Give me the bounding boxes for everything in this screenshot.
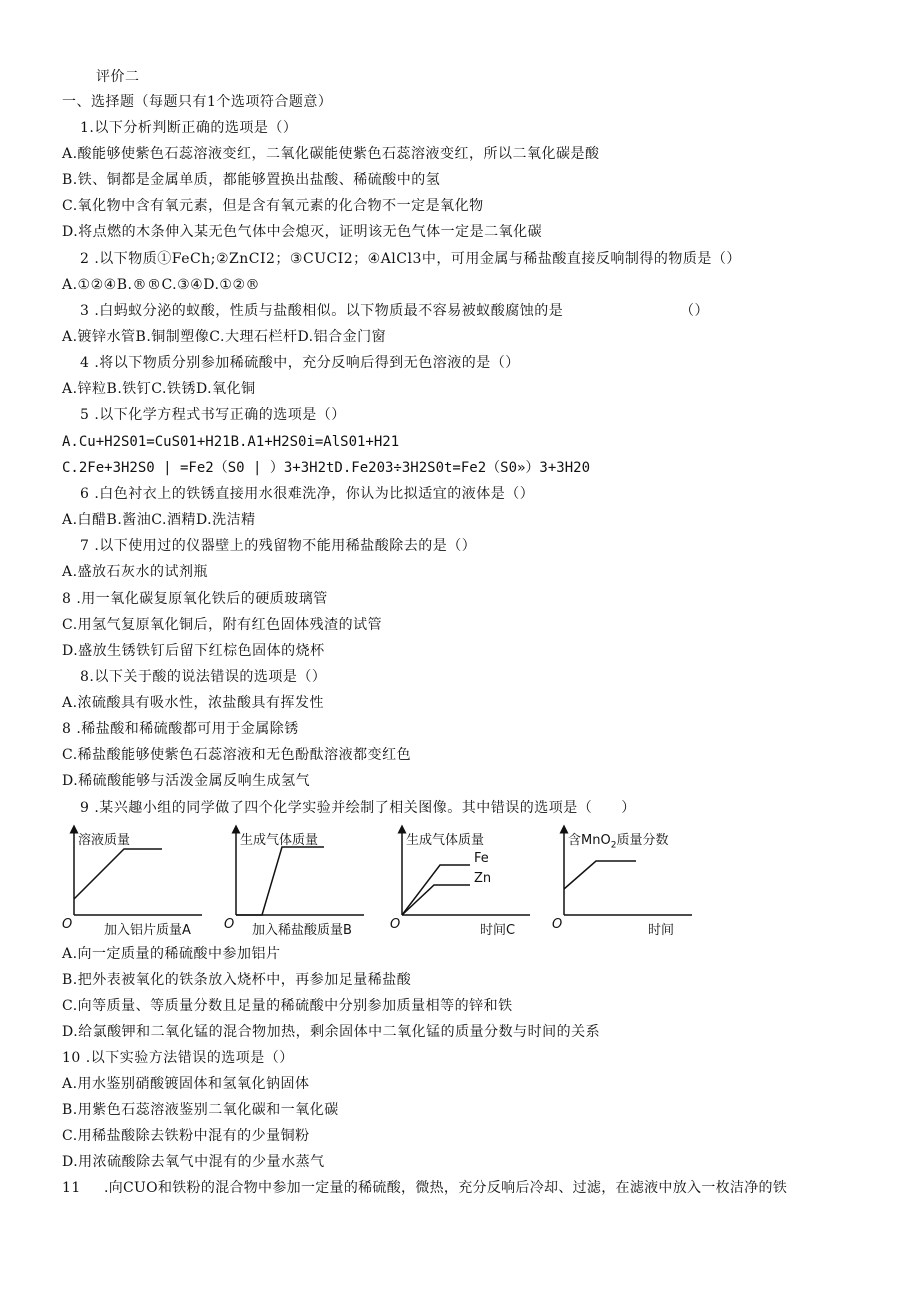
- question-11-stem: .向CUO和铁粉的混合物中参加一定量的稀硫酸，微热，充分反响后冷却、过滤，在滤液中放入一枚洁净的铁: [104, 1180, 788, 1196]
- question-4-stem: 4 .将以下物质分别参加稀硫酸中，充分反响后得到无色溶液的是（）: [80, 355, 520, 371]
- question-7-option-c: C.用氢气复原氧化铜后，附有红色固体残渣的试管: [62, 617, 383, 633]
- question-1-stem: 1.以下分析判断正确的选项是（）: [80, 120, 298, 136]
- question-7-option-d: D.盛放生锈铁钉后留下红棕色固体的烧杯: [62, 643, 325, 659]
- question-9-stem: 9 .某兴趣小组的同学做了四个化学实验并绘制了相关图像。其中错误的选项是（ ）: [80, 800, 636, 816]
- question-9-option-c: C.向等质量、等质量分数且足量的稀硫酸中分别参加质量相等的锌和铁: [62, 998, 513, 1014]
- graph-d-origin: O: [552, 917, 563, 932]
- question-6-options: A.白醋B.酱油C.酒精D.洗洁精: [62, 512, 256, 528]
- question-8-option-b: 8 .稀盐酸和稀硫酸都可用于金属除锈: [62, 721, 299, 737]
- section-heading: 一、选择题（每题只有1个选项符合题意）: [62, 94, 333, 110]
- graph-c-ylabel: 生成气体质量: [406, 833, 485, 848]
- graph-b-ylabel: 生成气体质量: [240, 833, 319, 848]
- question-7-stem: 7 .以下使用过的仪器壁上的残留物不能用稀盐酸除去的是（）: [80, 538, 477, 554]
- graph-c-curve-zn: [402, 865, 470, 915]
- graph-d-xlabel: 时间: [648, 923, 675, 938]
- graph-d-ylabel: 含MnO$_2$质量分数: [568, 833, 669, 851]
- question-6-stem: 6 .白色衬衣上的铁锈直接用水很难洗净，你认为比拟适宜的液体是（）: [80, 486, 535, 502]
- graph-a: [62, 827, 212, 937]
- graph-b-origin: O: [224, 917, 235, 932]
- question-2-options: A.①②④B.®®C.③④D.①②®: [62, 277, 260, 293]
- question-10-stem: 10 .以下实验方法错误的选项是（）: [62, 1050, 294, 1066]
- question-9-option-b: B.把外表被氧化的铁条放入烧杯中，再参加足量稀盐酸: [62, 972, 412, 988]
- question-9-option-a: A.向一定质量的稀硫酸中参加铝片: [62, 946, 281, 962]
- question-8-stem: 8.以下关于酸的说法错误的选项是（）: [80, 669, 327, 685]
- graph-a-origin: O: [62, 917, 73, 932]
- graph-c-origin: O: [390, 917, 401, 932]
- graph-c: [390, 827, 540, 937]
- question-1-option-c: C.氧化物中含有氧元素，但是含有氧元素的化合物不一定是氧化物: [62, 198, 484, 214]
- page-header: 评价二: [96, 69, 140, 85]
- question-8-option-a: A.浓硫酸具有吸水性，浓盐酸具有挥发性: [62, 695, 325, 711]
- question-8-option-d: D.稀硫酸能够与活泼金属反响生成氢气: [62, 773, 311, 789]
- question-1-option-a: A.酸能够使紫色石蕊溶液变红，二氧化碳能使紫色石蕊溶液变红，所以二氧化碳是酸: [62, 146, 600, 162]
- graph-b: [224, 827, 374, 937]
- question-5-stem: 5 .以下化学方程式书写正确的选项是（）: [80, 407, 346, 423]
- graph-b-curve: [236, 847, 324, 915]
- question-8-option-c: C.稀盐酸能够使紫色石蕊溶液和无色酚酞溶液都变红色: [62, 747, 412, 763]
- question-5-options-ab: A.Cu+H2S01=CuS01+H21B.A1+H2S0i=AlS01+H21: [62, 434, 400, 450]
- graph-a-curve: [74, 849, 162, 899]
- graph-c-xlabel: 时间C: [480, 923, 516, 938]
- question-10-option-d: D.用浓硫酸除去氧气中混有的少量水蒸气: [62, 1154, 325, 1170]
- question-10-option-c: C.用稀盐酸除去铁粉中混有的少量铜粉: [62, 1128, 310, 1144]
- graph-a-ylabel: 溶液质量: [78, 833, 131, 848]
- question-5-options-cd: C.2Fe+3H2S0 | =Fe2（S0 | ）3+3H2tD.Fe203÷3H2S0t=Fe2（S0»）3+3H20: [62, 460, 591, 476]
- question-7-option-a: A.盛放石灰水的试剂瓶: [62, 564, 209, 580]
- graph-c-fe-label: Fe: [474, 851, 489, 866]
- question-1-option-d: D.将点燃的木条伸入某无色气体中会熄灭，证明该无色气体一定是二氧化碳: [62, 224, 543, 240]
- question-1-option-b: B.铁、铜都是金属单质，都能够置换出盐酸、稀硫酸中的氢: [62, 172, 441, 188]
- question-3-options: A.镀锌水管B.铜制塑像C.大理石栏杆D.铝合金门窗: [62, 329, 387, 345]
- question-11-number: 11: [62, 1180, 81, 1196]
- question-3-stem: 3 .白蚂蚁分泌的蚁酸，性质与盐酸相似。以下物质最不容易被蚁酸腐蚀的是: [80, 303, 564, 319]
- question-10-option-b: B.用紫色石蕊溶液鉴别二氧化碳和一氧化碳: [62, 1102, 339, 1118]
- graph-b-xlabel: 加入稀盐酸质量B: [252, 923, 352, 938]
- graph-d: [552, 827, 702, 937]
- graph-d-curve: [564, 861, 636, 889]
- question-10-option-a: A.用水鉴别硝酸镀固体和氢氧化钠固体: [62, 1076, 310, 1092]
- question-3-answer-paren: （）: [680, 303, 709, 319]
- question-4-options: A.锌粒B.铁钉C.铁锈D.氧化铜: [62, 381, 256, 397]
- question-7-option-b: 8 .用一氧化碳复原氧化铁后的硬质玻璃管: [62, 591, 328, 607]
- question-9-option-d: D.给氯酸钾和二氧化锰的混合物加热，剩余固体中二氧化锰的质量分数与时间的关系: [62, 1024, 601, 1040]
- graph-c-curve-fe: [402, 885, 470, 915]
- graph-c-zn-label: Zn: [474, 871, 492, 886]
- question-2-stem: 2 .以下物质①FeCh;②ZnCI2；③CUCI2；④AlCl3中，可用金属与稀盐酸直接反响制得的物质是（）: [80, 251, 741, 267]
- graph-a-xlabel: 加入铝片质量A: [104, 923, 191, 938]
